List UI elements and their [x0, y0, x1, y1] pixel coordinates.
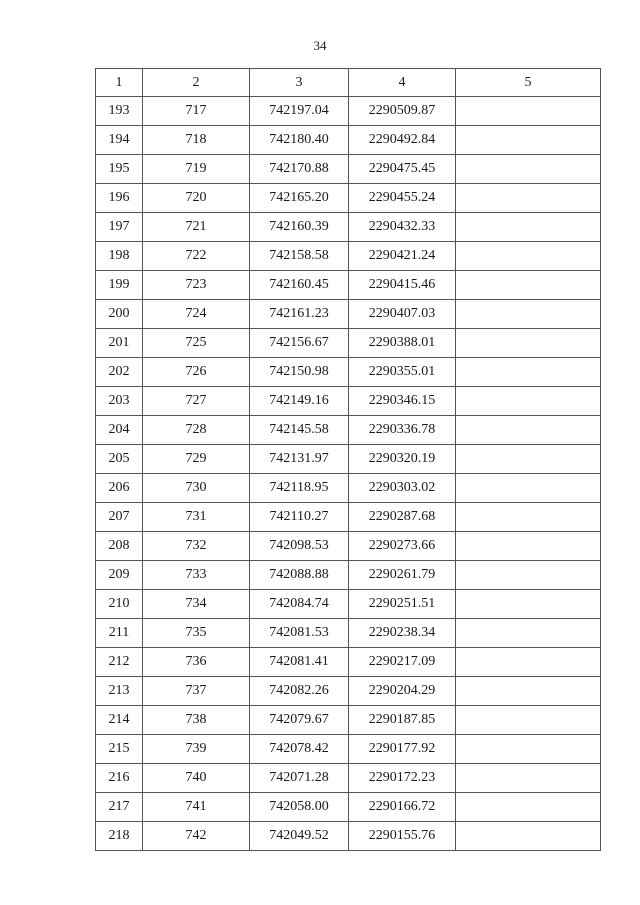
- note-cell: [456, 358, 601, 387]
- y-coordinate-cell: 2290421.24: [349, 242, 456, 271]
- point-number-cell: 741: [143, 793, 250, 822]
- note-cell: [456, 764, 601, 793]
- table-row: [96, 590, 601, 619]
- x-coordinate-cell: 742197.04: [250, 97, 349, 126]
- x-coordinate-cell: 742158.58: [250, 242, 349, 271]
- row-number-cell: 199: [96, 271, 143, 300]
- point-number-cell: 725: [143, 329, 250, 358]
- x-coordinate-cell: 742110.27: [250, 503, 349, 532]
- point-number-cell: 729: [143, 445, 250, 474]
- table-row: [96, 416, 601, 445]
- point-number-cell: 723: [143, 271, 250, 300]
- x-coordinate-cell: 742145.58: [250, 416, 349, 445]
- note-cell: [456, 126, 601, 155]
- note-cell: [456, 677, 601, 706]
- y-coordinate-cell: 2290251.51: [349, 590, 456, 619]
- point-number-cell: 740: [143, 764, 250, 793]
- table-row: [96, 561, 601, 590]
- note-cell: [456, 184, 601, 213]
- note-cell: [456, 242, 601, 271]
- point-number-cell: 727: [143, 387, 250, 416]
- y-coordinate-cell: 2290287.68: [349, 503, 456, 532]
- coordinates-table: [95, 68, 601, 851]
- column-header-2: 2: [143, 69, 250, 97]
- table-row: [96, 329, 601, 358]
- row-number-cell: 208: [96, 532, 143, 561]
- x-coordinate-cell: 742149.16: [250, 387, 349, 416]
- x-coordinate-cell: 742156.67: [250, 329, 349, 358]
- note-cell: [456, 329, 601, 358]
- point-number-cell: 734: [143, 590, 250, 619]
- table-row: [96, 97, 601, 126]
- point-number-cell: 717: [143, 97, 250, 126]
- x-coordinate-cell: 742180.40: [250, 126, 349, 155]
- y-coordinate-cell: 2290187.85: [349, 706, 456, 735]
- table-body: [96, 97, 601, 851]
- row-number-cell: 218: [96, 822, 143, 851]
- x-coordinate-cell: 742049.52: [250, 822, 349, 851]
- x-coordinate-cell: 742160.45: [250, 271, 349, 300]
- y-coordinate-cell: 2290217.09: [349, 648, 456, 677]
- y-coordinate-cell: 2290475.45: [349, 155, 456, 184]
- column-header-4: 4: [349, 69, 456, 97]
- point-number-cell: 732: [143, 532, 250, 561]
- table-row: [96, 706, 601, 735]
- row-number-cell: 197: [96, 213, 143, 242]
- row-number-cell: 216: [96, 764, 143, 793]
- point-number-cell: 738: [143, 706, 250, 735]
- row-number-cell: 202: [96, 358, 143, 387]
- column-header-3: 3: [250, 69, 349, 97]
- note-cell: [456, 706, 601, 735]
- table-row: [96, 648, 601, 677]
- note-cell: [456, 474, 601, 503]
- table-row: [96, 822, 601, 851]
- note-cell: [456, 271, 601, 300]
- table-row: [96, 735, 601, 764]
- note-cell: [456, 822, 601, 851]
- note-cell: [456, 445, 601, 474]
- point-number-cell: 733: [143, 561, 250, 590]
- y-coordinate-cell: 2290346.15: [349, 387, 456, 416]
- x-coordinate-cell: 742088.88: [250, 561, 349, 590]
- row-number-cell: 194: [96, 126, 143, 155]
- x-coordinate-cell: 742131.97: [250, 445, 349, 474]
- x-coordinate-cell: 742084.74: [250, 590, 349, 619]
- point-number-cell: 731: [143, 503, 250, 532]
- y-coordinate-cell: 2290273.66: [349, 532, 456, 561]
- note-cell: [456, 735, 601, 764]
- note-cell: [456, 97, 601, 126]
- note-cell: [456, 387, 601, 416]
- table-header-row: [96, 69, 601, 97]
- table-row: [96, 445, 601, 474]
- row-number-cell: 212: [96, 648, 143, 677]
- note-cell: [456, 155, 601, 184]
- row-number-cell: 213: [96, 677, 143, 706]
- page-number: 34: [313, 38, 327, 53]
- x-coordinate-cell: 742160.39: [250, 213, 349, 242]
- y-coordinate-cell: 2290455.24: [349, 184, 456, 213]
- row-number-cell: 214: [96, 706, 143, 735]
- point-number-cell: 730: [143, 474, 250, 503]
- row-number-cell: 207: [96, 503, 143, 532]
- table-row: [96, 242, 601, 271]
- point-number-cell: 721: [143, 213, 250, 242]
- point-number-cell: 737: [143, 677, 250, 706]
- x-coordinate-cell: 742082.26: [250, 677, 349, 706]
- note-cell: [456, 532, 601, 561]
- row-number-cell: 201: [96, 329, 143, 358]
- table-row: [96, 271, 601, 300]
- x-coordinate-cell: 742161.23: [250, 300, 349, 329]
- point-number-cell: 739: [143, 735, 250, 764]
- y-coordinate-cell: 2290388.01: [349, 329, 456, 358]
- row-number-cell: 217: [96, 793, 143, 822]
- table-row: [96, 358, 601, 387]
- x-coordinate-cell: 742098.53: [250, 532, 349, 561]
- point-number-cell: 724: [143, 300, 250, 329]
- x-coordinate-cell: 742071.28: [250, 764, 349, 793]
- y-coordinate-cell: 2290177.92: [349, 735, 456, 764]
- y-coordinate-cell: 2290166.72: [349, 793, 456, 822]
- row-number-cell: 215: [96, 735, 143, 764]
- row-number-cell: 193: [96, 97, 143, 126]
- row-number-cell: 195: [96, 155, 143, 184]
- row-number-cell: 198: [96, 242, 143, 271]
- y-coordinate-cell: 2290204.29: [349, 677, 456, 706]
- point-number-cell: 726: [143, 358, 250, 387]
- row-number-cell: 205: [96, 445, 143, 474]
- row-number-cell: 210: [96, 590, 143, 619]
- y-coordinate-cell: 2290336.78: [349, 416, 456, 445]
- note-cell: [456, 590, 601, 619]
- row-number-cell: 209: [96, 561, 143, 590]
- point-number-cell: 720: [143, 184, 250, 213]
- point-number-cell: 718: [143, 126, 250, 155]
- x-coordinate-cell: 742079.67: [250, 706, 349, 735]
- row-number-cell: 206: [96, 474, 143, 503]
- note-cell: [456, 416, 601, 445]
- note-cell: [456, 503, 601, 532]
- note-cell: [456, 619, 601, 648]
- y-coordinate-cell: 2290238.34: [349, 619, 456, 648]
- row-number-cell: 196: [96, 184, 143, 213]
- note-cell: [456, 561, 601, 590]
- table-row: [96, 184, 601, 213]
- column-header-1: 1: [96, 69, 143, 97]
- y-coordinate-cell: 2290320.19: [349, 445, 456, 474]
- table-row: [96, 793, 601, 822]
- row-number-cell: 203: [96, 387, 143, 416]
- table-row: [96, 213, 601, 242]
- table-row: [96, 474, 601, 503]
- point-number-cell: 719: [143, 155, 250, 184]
- point-number-cell: 742: [143, 822, 250, 851]
- x-coordinate-cell: 742081.53: [250, 619, 349, 648]
- y-coordinate-cell: 2290303.02: [349, 474, 456, 503]
- y-coordinate-cell: 2290355.01: [349, 358, 456, 387]
- table-row: [96, 532, 601, 561]
- row-number-cell: 200: [96, 300, 143, 329]
- table-row: [96, 387, 601, 416]
- row-number-cell: 204: [96, 416, 143, 445]
- table-row: [96, 300, 601, 329]
- point-number-cell: 736: [143, 648, 250, 677]
- y-coordinate-cell: 2290172.23: [349, 764, 456, 793]
- table-row: [96, 677, 601, 706]
- x-coordinate-cell: 742170.88: [250, 155, 349, 184]
- table-row: [96, 619, 601, 648]
- y-coordinate-cell: 2290155.76: [349, 822, 456, 851]
- table-row: [96, 503, 601, 532]
- table-row: [96, 126, 601, 155]
- y-coordinate-cell: 2290432.33: [349, 213, 456, 242]
- column-header-5: 5: [456, 69, 601, 97]
- y-coordinate-cell: 2290415.46: [349, 271, 456, 300]
- note-cell: [456, 648, 601, 677]
- note-cell: [456, 300, 601, 329]
- point-number-cell: 728: [143, 416, 250, 445]
- y-coordinate-cell: 2290509.87: [349, 97, 456, 126]
- x-coordinate-cell: 742058.00: [250, 793, 349, 822]
- table-row: [96, 155, 601, 184]
- point-number-cell: 735: [143, 619, 250, 648]
- y-coordinate-cell: 2290407.03: [349, 300, 456, 329]
- y-coordinate-cell: 2290261.79: [349, 561, 456, 590]
- note-cell: [456, 793, 601, 822]
- x-coordinate-cell: 742081.41: [250, 648, 349, 677]
- x-coordinate-cell: 742165.20: [250, 184, 349, 213]
- point-number-cell: 722: [143, 242, 250, 271]
- row-number-cell: 211: [96, 619, 143, 648]
- x-coordinate-cell: 742118.95: [250, 474, 349, 503]
- y-coordinate-cell: 2290492.84: [349, 126, 456, 155]
- note-cell: [456, 213, 601, 242]
- x-coordinate-cell: 742150.98: [250, 358, 349, 387]
- table-row: [96, 764, 601, 793]
- x-coordinate-cell: 742078.42: [250, 735, 349, 764]
